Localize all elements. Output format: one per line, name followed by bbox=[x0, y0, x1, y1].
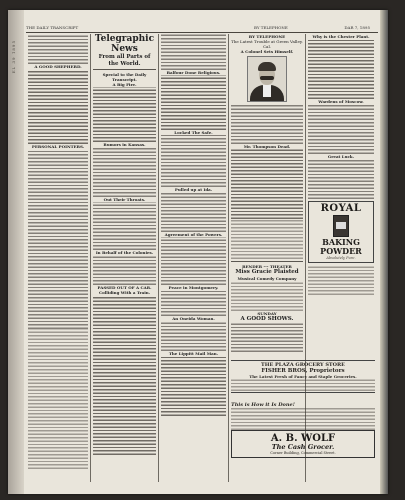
plaza-line1: The Latest Fresh of Fancy and Staple Groceries. bbox=[249, 374, 357, 379]
telegraphic-news-title: Telegraphic News bbox=[94, 34, 155, 54]
powder-word: POWDER bbox=[320, 246, 362, 256]
masthead bbox=[26, 24, 378, 33]
col5-head-1: Why is the Chester Plant. bbox=[312, 34, 370, 39]
col2-head-6: Colliding With a Train. bbox=[98, 290, 151, 295]
wolf-address: Corner Building, Commercial Street. bbox=[270, 451, 336, 455]
col3-head-5: Peace in Montgomery. bbox=[168, 285, 219, 290]
col5-head-3: Great Luck. bbox=[327, 154, 355, 159]
theater-company: Musical Comedy Company bbox=[237, 275, 297, 281]
col1-subhead: PERSONAL POINTERS. bbox=[31, 144, 85, 149]
col3-head-4: Agreement of the Powers. bbox=[164, 232, 223, 237]
col5-head-2: Wardens of Moscow. bbox=[318, 99, 364, 104]
newspaper-page bbox=[8, 10, 388, 494]
col2-head-5: PASSED OUT OF A CAR. bbox=[97, 285, 152, 290]
column-1 bbox=[28, 34, 88, 484]
masthead-right: DAR 7, 1895 bbox=[344, 25, 370, 30]
col3-head-7: The Lippitt Mail Man. bbox=[168, 351, 219, 356]
theater-heading: BENDER --- THEATER bbox=[242, 264, 292, 269]
col2-head-2: Rumors in Kansas. bbox=[103, 142, 146, 147]
masthead-center: BY TELEPHONE bbox=[254, 25, 288, 30]
spine-label: EL 39 1895 bbox=[11, 40, 16, 74]
col4-header: BY TELEPHONE bbox=[248, 34, 286, 39]
col2-head-3: Out Their Throats. bbox=[103, 197, 146, 202]
col3-head-6: An Oneida Woman. bbox=[172, 316, 215, 321]
col2-head-4: In Behalf of the Colonies. bbox=[95, 250, 154, 255]
telegraphic-tagline: Special to the Daily Transcript. bbox=[102, 72, 147, 82]
col2-head-1: A Big Fire. bbox=[112, 82, 137, 87]
plaza-title: THE PLAZA GROCERY STORE bbox=[261, 362, 345, 368]
royal-word: ROYAL bbox=[320, 203, 362, 214]
baking-powder-can-icon bbox=[333, 215, 349, 237]
col4-byline: The Latest Trouble at Green Valley. Cal. bbox=[231, 39, 303, 49]
portrait-engraving bbox=[247, 56, 287, 102]
column-rule bbox=[90, 34, 91, 482]
royal-baking-powder-ad bbox=[308, 201, 374, 263]
wolf-tagline: The Cash Grocer. bbox=[271, 443, 335, 451]
col3-head-1: Balfour Done Religious. bbox=[166, 70, 221, 75]
column-2 bbox=[93, 34, 156, 484]
col3-head-3: Pulled up at Ida. bbox=[174, 187, 213, 192]
col4-head-1: Mr. Thompson Dead. bbox=[243, 144, 291, 149]
column-rule bbox=[158, 34, 159, 482]
telegraphic-news-subtitle: From all Parts of the World. bbox=[98, 54, 151, 67]
underlying-page-edge bbox=[8, 10, 24, 494]
col1-headline: A GOOD SHEPHERD. bbox=[34, 64, 82, 69]
col4-sub: A Colonel Sets Himself. bbox=[240, 49, 294, 54]
wolf-grocer-ad bbox=[231, 402, 375, 458]
wolf-name: A. B. WOLF bbox=[270, 433, 336, 444]
baking-word: BAKING bbox=[322, 237, 360, 247]
column-3 bbox=[161, 34, 226, 484]
theater-good-shows: A GOOD SHOWS. bbox=[240, 315, 294, 322]
plaza-grocery-ad bbox=[231, 360, 375, 393]
absolutely-pure: Absolutely Pure. bbox=[326, 256, 356, 260]
masthead-left: THE DAILY TRANSCRIPT bbox=[26, 25, 79, 30]
theater-star: Miss Gracie Plaisted bbox=[235, 269, 299, 275]
wolf-ad-headline: This is How it Is Done! bbox=[231, 402, 295, 408]
plaza-owner: FISHER BROS, Proprietors bbox=[261, 368, 345, 374]
col3-head-2: Locked The Safe. bbox=[174, 130, 213, 135]
page-right-edge bbox=[380, 10, 388, 494]
column-rule bbox=[228, 34, 229, 482]
theater-day: SUNDAY bbox=[257, 310, 277, 316]
